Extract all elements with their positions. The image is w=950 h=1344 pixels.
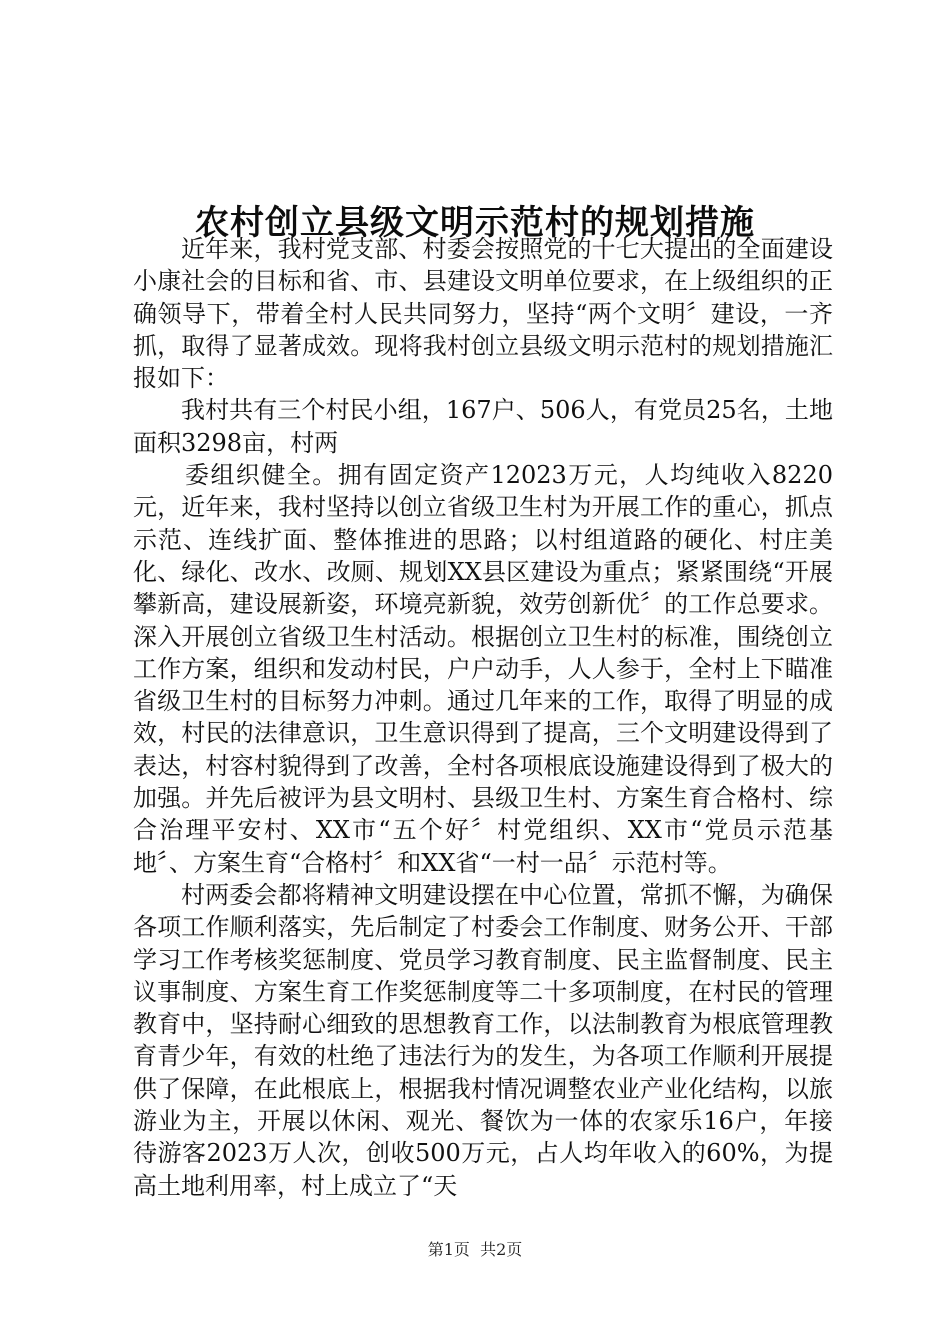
page-number-current: 第1页 xyxy=(427,1240,470,1259)
paragraph-intro: 近年来，我村党支部、村委会按照党的十七大提出的全面建设小康社会的目标和省、市、县建设文明单位要求，在上级组织的正确领导下，带着全村人民共同努力，坚持“两个文明〞建设，一齐抓，取得了显著成效。现将我村创立县级文明示范村的规划措施汇报如下： xyxy=(133,235,833,393)
document-title: 农村创立县级文明示范村的规划措施 xyxy=(195,202,755,243)
paragraph-management: 村两委会都将精神文明建设摆在中心位置，常抓不懈，为确保各项工作顺利落实，先后制定了村委会工作制度、财务公开、干部学习工作考核奖惩制度、党员学习教育制度、民主监督制度、民主议事制度、方案生育工作奖惩制度等二十多项制度，在村民的管理教育中，坚持耐心细致的思想教育工作，以法制教育为根底管理教育青少年，有效的杜绝了违法行为的发生，为各项工作顺利开展提供了保障，在此根底上，根据我村情况调整农业产业化结构，以旅游业为主，开展以休闲、观光、餐饮为一体的农家乐16户，年接待游客2023万人次，创收500万元，占人均年收入的60%，为提高土地利用率，村上成立了“天 xyxy=(133,880,833,1200)
page-number-total: 共2页 xyxy=(480,1240,523,1259)
document-body xyxy=(133,233,833,1202)
page-footer xyxy=(0,1240,950,1260)
paragraph-achievements: 委组织健全。拥有固定资产12023万元，人均纯收入8220元，近年来，我村坚持以创立省级卫生村为开展工作的重心，抓点示范、连线扩面、整体推进的思路；以村组道路的硬化、村庄美化、绿化、改水、改厕、规划XX县区建设为重点；紧紧围绕“开展攀新高，建设展新姿，环境亮新貌，效劳创新优〞的工作总要求。深入开展创立省级卫生村活动。根据创立卫生村的标准，围绕创立工作方案，组织和发动村民，户户动手，人人参于，全村上下瞄准省级卫生村的目标努力冲刺。通过几年来的工作，取得了明显的成效，村民的法律意识，卫生意识得到了提高，三个文明建设得到了表达，村容村貌得到了改善，全村各项根底设施建设得到了极大的加强。并先后被评为县文明村、县级卫生村、方案生育合格村、综合治理平安村、XX市“五个好〞村党组织、XX市“党员示范基地〞、方案生育“合格村〞和XX省“一村一品〞示范村等。 xyxy=(133,461,833,877)
paragraph-village-overview: 我村共有三个村民小组，167户、506人，有党员25名，土地面积3298亩，村两 xyxy=(133,396,833,457)
